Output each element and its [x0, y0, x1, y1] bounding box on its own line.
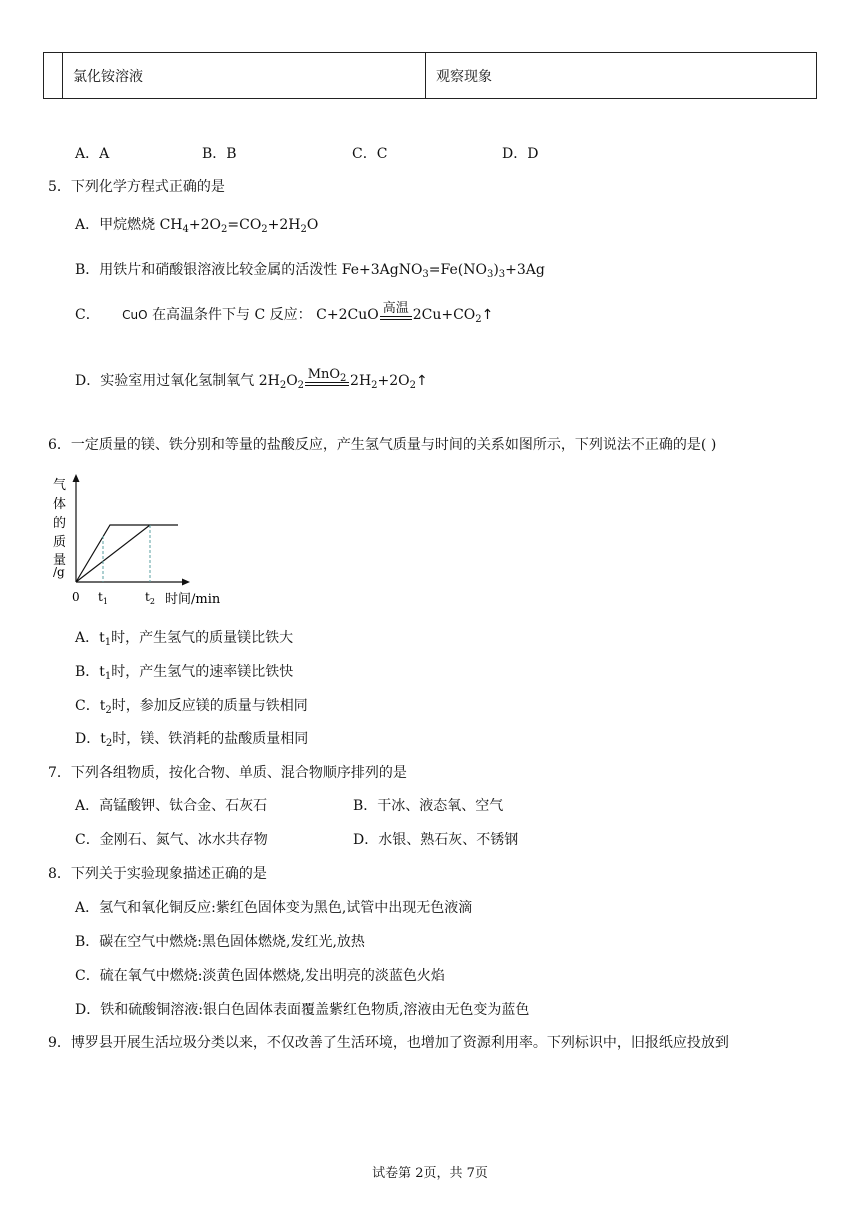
q5-option-d-equation: $2H_2O_2$ MnO$_2$ $2H_2+2O_2↑$ [258, 367, 428, 391]
q5-option-d-condition: MnO [307, 367, 341, 382]
q5-option-c-desc: 在高温条件下与 C 反应： [152, 307, 312, 323]
q5-option-a-equation: $CH_4+2O_2=CO_2+2H_2O$ [159, 217, 319, 235]
q6-option-a-post: 时，产生氢气的质量镁比铁大 [111, 630, 294, 646]
q5-option-a-text: A．甲烷燃烧 [75, 217, 156, 233]
graph-ylabel-2: 的 [53, 516, 67, 531]
experiment-table [43, 52, 817, 99]
q6-option-a-pre: A．t [75, 630, 105, 646]
q5-option-c-condition: 高温 [382, 301, 409, 316]
q5-stem: 5．下列化学方程式正确的是 [48, 179, 225, 195]
q5-option-c-label: C． [75, 307, 100, 323]
q6-option-d [75, 728, 308, 748]
q6-option-a [75, 627, 293, 647]
table-cell-index [44, 53, 63, 99]
q6-option-a-sub: 1 [104, 637, 112, 648]
graph-ylabel-3: 质 [53, 535, 67, 550]
q4-option-c: C．C [352, 146, 388, 162]
q6-option-c-pre: C．t [75, 698, 106, 714]
q8-option-d: D．铁和硫酸铜溶液:银白色固体表面覆盖紫红色物质,溶液由无色变为蓝色 [75, 1002, 530, 1018]
table-cell-reagent: 氯化铵溶液 [63, 53, 426, 99]
q6-option-b [75, 661, 293, 681]
graph-ylabel-4: 量 [53, 553, 67, 568]
q5-option-c-equation: C+2CuO 高温 $2Cu+CO_2↑$ [316, 301, 494, 325]
graph-t1-label: $t_1$ [98, 590, 108, 606]
graph-ylabel-1: 体 [53, 497, 67, 512]
q6-option-c [75, 695, 308, 715]
graph-line-mg [76, 525, 178, 582]
q5-option-b-text: B．用铁片和硝酸银溶液比较金属的活泼性 [75, 262, 338, 278]
q7-option-c: C．金刚石、氮气、冰水共存物 [75, 832, 268, 848]
q4-option-d: D．D [502, 146, 539, 162]
q5-option-c [75, 302, 493, 324]
q7-stem: 7．下列各组物质，按化合物、单质、混合物顺序排列的是 [48, 765, 407, 781]
q6-option-c-sub: 2 [105, 705, 112, 716]
graph-ylabel-0: 气 [53, 478, 67, 493]
page-footer: 试卷第 2页，共 7页 [372, 1166, 488, 1181]
q9-stem: 9．博罗县开展生活垃圾分类以来，不仅改善了生活环境，也增加了资源利用率。下列标识中，旧报纸应投放到 [48, 1035, 729, 1051]
q6-option-b-post: 时，产生氢气的速率镁比铁快 [111, 664, 294, 680]
q8-option-c: C．硫在氧气中燃烧:淡黄色固体燃烧,发出明亮的淡蓝色火焰 [75, 968, 445, 984]
q6-graph [48, 470, 238, 610]
q6-option-d-post: 时，镁、铁消耗的盐酸质量相同 [112, 731, 309, 747]
graph-y-arrow [73, 474, 80, 482]
q5-option-c-cuo: CuO [122, 308, 148, 322]
q6-option-d-sub: 2 [105, 738, 113, 749]
graph-x-arrow [182, 579, 190, 586]
q5-option-d-text: D．实验室用过氧化氢制氧气 [75, 373, 255, 389]
q5-option-a [75, 214, 318, 234]
q6-option-b-sub: 1 [104, 671, 112, 682]
table-cell-method: 观察现象 [426, 53, 817, 99]
q6-option-b-pre: B．t [75, 664, 105, 680]
q4-option-a: A．A [75, 146, 110, 162]
q7-option-b: B．干冰、液态氧、空气 [353, 798, 504, 814]
q6-option-d-pre: D．t [75, 731, 106, 747]
graph-ylabel-5: /g [53, 565, 65, 579]
q8-option-a: A．氢气和氧化铜反应:紫红色固体变为黑色,试管中出现无色液滴 [75, 900, 473, 916]
q8-stem: 8．下列关于实验现象描述正确的是 [48, 866, 267, 882]
graph-xlabel: 时间/min [165, 592, 221, 607]
table-row [44, 53, 817, 99]
q6-stem: 6．一定质量的镁、铁分别和等量的盐酸反应，产生氢气质量与时间的关系如图所示，下列说法不正确的是( ) [48, 437, 717, 453]
q5-option-d [75, 368, 428, 390]
graph-line-fe [76, 525, 150, 582]
q7-option-a: A．高锰酸钾、钛合金、石灰石 [75, 798, 268, 814]
q6-option-c-post: 时，参加反应镁的质量与铁相同 [111, 698, 308, 714]
q4-option-b: B．B [202, 146, 237, 162]
graph-origin-label: 0 [72, 590, 80, 604]
q8-option-b: B．碳在空气中燃烧:黑色固体燃烧,发红光,放热 [75, 934, 365, 950]
q7-option-d: D．水银、熟石灰、不锈钢 [353, 832, 519, 848]
q5-option-b [75, 259, 545, 279]
q5-option-b-equation: $Fe+3AgNO_3=Fe(NO_3)_3+3Ag$ [341, 262, 545, 280]
graph-t2-label: $t_2$ [145, 590, 155, 606]
